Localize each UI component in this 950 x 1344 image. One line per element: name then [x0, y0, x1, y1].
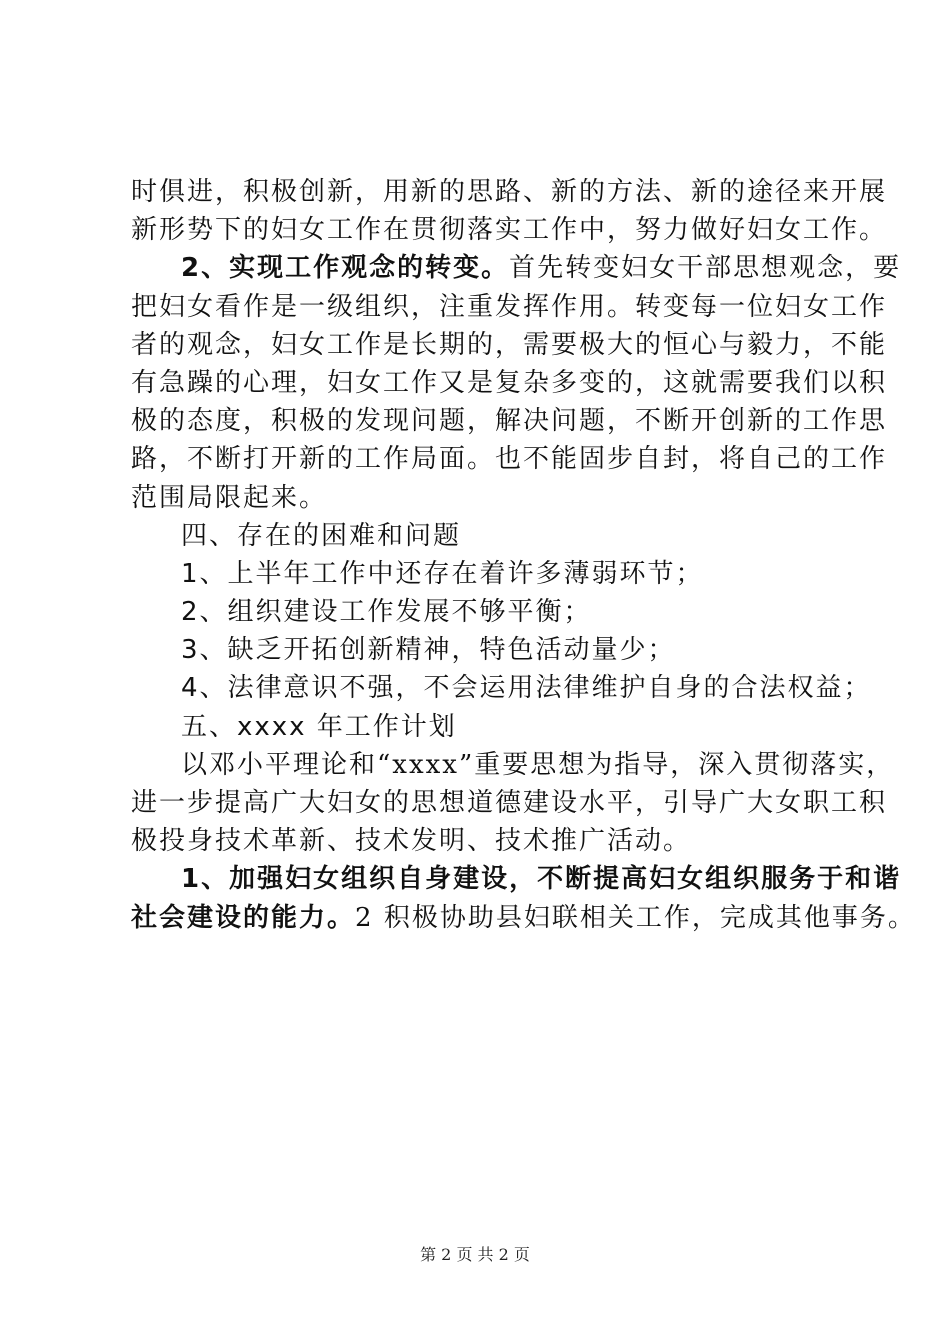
paragraph-line: 极的态度，积极的发现问题，解决问题，不断开创新的工作思 — [131, 406, 888, 437]
page-number-footer: 第 2 页 共 2 页 — [420, 1245, 530, 1264]
paragraph-line: 范围局限起来。 — [131, 482, 328, 513]
subheading-work-concept: 2、实现工作观念的转变。 — [181, 253, 510, 284]
paragraph-line — [131, 899, 916, 937]
list-item: 4、法律意识不强，不会运用法律维护自身的合法权益； — [181, 673, 872, 704]
list-item: 1、上半年工作中还存在着许多薄弱环节； — [181, 558, 704, 589]
paragraph-line — [131, 249, 902, 287]
paragraph-line: 把妇女看作是一级组织，注重发挥作用。转变每一位妇女工作 — [131, 291, 888, 322]
subheading-organization-building: 1、加强妇女组织自身建设，不断提高妇女组织服务于和谐 — [181, 864, 902, 895]
paragraph-line: 进一步提高广大妇女的思想道德建设水平，引导广大女职工积 — [131, 788, 888, 818]
paragraph-line: 时俱进，积极创新，用新的思路、新的方法、新的途径来开展 — [131, 177, 888, 207]
paragraph-text: 2 积极协助县妇联相关工作，完成其他事务。 — [355, 902, 916, 933]
list-item: 2、组织建设工作发展不够平衡； — [181, 597, 592, 628]
document-body — [131, 173, 916, 937]
list-item: 3、缺乏开拓创新精神，特色活动量少； — [181, 635, 676, 666]
paragraph-line: 路，不断打开新的工作局面。也不能固步自封，将自己的工作 — [131, 444, 888, 475]
paragraph-line: 有急躁的心理，妇女工作又是复杂多变的，这就需要我们以积 — [131, 367, 888, 398]
paragraph-text: 首先转变妇女干部思想观念，要 — [509, 253, 902, 284]
paragraph-line: 者的观念，妇女工作是长期的，需要极大的恒心与毅力，不能 — [131, 329, 888, 360]
section-heading-work-plan: 五、xxxx 年工作计划 — [181, 711, 457, 742]
subheading-continuation: 社会建设的能力。 — [131, 902, 356, 933]
section-heading-difficulties: 四、存在的困难和问题 — [181, 520, 462, 551]
paragraph-line: 极投身技术革新、技术发明、技术推广活动。 — [131, 826, 692, 857]
paragraph-line: 以邓小平理论和“xxxx”重要思想为指导，深入贯彻落实， — [181, 749, 895, 780]
paragraph-line: 新形势下的妇女工作在贯彻落实工作中，努力做好妇女工作。 — [131, 215, 888, 246]
